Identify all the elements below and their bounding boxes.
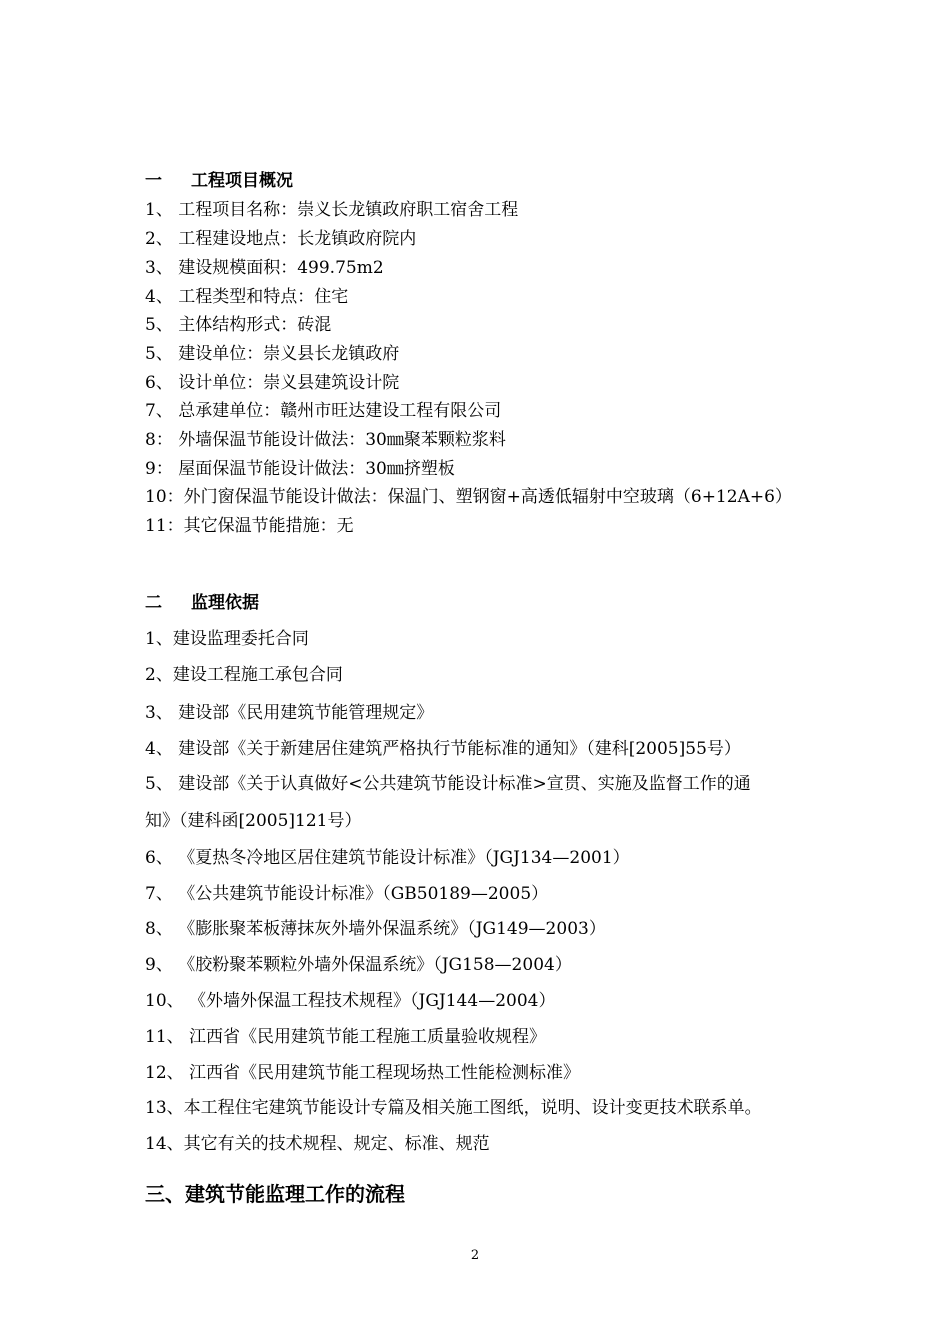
section2-title: 监理依据 bbox=[191, 593, 259, 613]
section1-item: 7、 总承建单位：赣州市旺达建设工程有限公司 bbox=[145, 401, 502, 421]
section1-item: 5、 主体结构形式：砖混 bbox=[145, 315, 332, 335]
section1-heading bbox=[145, 170, 293, 192]
section1-title: 工程项目概况 bbox=[191, 171, 293, 191]
section2-item: 12、 江西省《民用建筑节能工程现场热工性能检测标准》 bbox=[145, 1063, 581, 1083]
section2-item: 1、建设监理委托合同 bbox=[145, 629, 309, 649]
section2-item: 5、 建设部《关于认真做好<公共建筑节能设计标准>宣贯、实施及监督工作的通 bbox=[145, 774, 751, 794]
section2-number: 二 bbox=[145, 593, 162, 613]
section3-heading: 三、建筑节能监理工作的流程 bbox=[145, 1182, 405, 1206]
section2-item: 6、 《夏热冬冷地区居住建筑节能设计标准》（JGJ134—2001） bbox=[145, 848, 630, 868]
section1-item: 1、 工程项目名称：崇义长龙镇政府职工宿舍工程 bbox=[145, 200, 519, 220]
section1-item: 3、 建设规模面积：499.75m2 bbox=[145, 258, 384, 278]
section2-item: 2、建设工程施工承包合同 bbox=[145, 665, 343, 685]
section2-item: 3、 建设部《民用建筑节能管理规定》 bbox=[145, 703, 434, 723]
section2-heading bbox=[145, 592, 259, 614]
section2-item: 8、 《膨胀聚苯板薄抹灰外墙外保温系统》（JG149—2003） bbox=[145, 919, 606, 939]
section2-item: 9、 《胶粉聚苯颗粒外墙外保温系统》（JG158—2004） bbox=[145, 955, 572, 975]
section2-item: 14、其它有关的技术规程、规定、标准、规范 bbox=[145, 1134, 490, 1154]
section2-item: 4、 建设部《关于新建居住建筑严格执行节能标准的通知》（建科[2005]55号） bbox=[145, 739, 741, 759]
section2-item: 7、 《公共建筑节能设计标准》（GB50189—2005） bbox=[145, 884, 549, 904]
section2-item-continued: 知》（建科函[2005]121号） bbox=[145, 811, 362, 831]
section1-item: 2、 工程建设地点：长龙镇政府院内 bbox=[145, 229, 417, 249]
section1-item: 5、 建设单位：崇义县长龙镇政府 bbox=[145, 344, 400, 364]
section2-item: 11、 江西省《民用建筑节能工程施工质量验收规程》 bbox=[145, 1027, 547, 1047]
section1-item: 9： 屋面保温节能设计做法：30㎜挤塑板 bbox=[145, 459, 455, 479]
section1-item: 10：外门窗保温节能设计做法：保温门、塑钢窗+高透低辐射中空玻璃（6+12A+6） bbox=[145, 487, 792, 507]
section1-item: 8： 外墙保温节能设计做法：30㎜聚苯颗粒浆料 bbox=[145, 430, 506, 450]
page-number: 2 bbox=[470, 1248, 480, 1263]
section2-item: 10、 《外墙外保温工程技术规程》（JGJ144—2004） bbox=[145, 991, 556, 1011]
section1-item: 11：其它保温节能措施：无 bbox=[145, 516, 354, 536]
section2-item: 13、本工程住宅建筑节能设计专篇及相关施工图纸，说明、设计变更技术联系单。 bbox=[145, 1098, 762, 1118]
section1-item: 6、 设计单位：崇义县建筑设计院 bbox=[145, 373, 400, 393]
section1-number: 一 bbox=[145, 171, 162, 191]
section1-item: 4、 工程类型和特点：住宅 bbox=[145, 287, 349, 307]
